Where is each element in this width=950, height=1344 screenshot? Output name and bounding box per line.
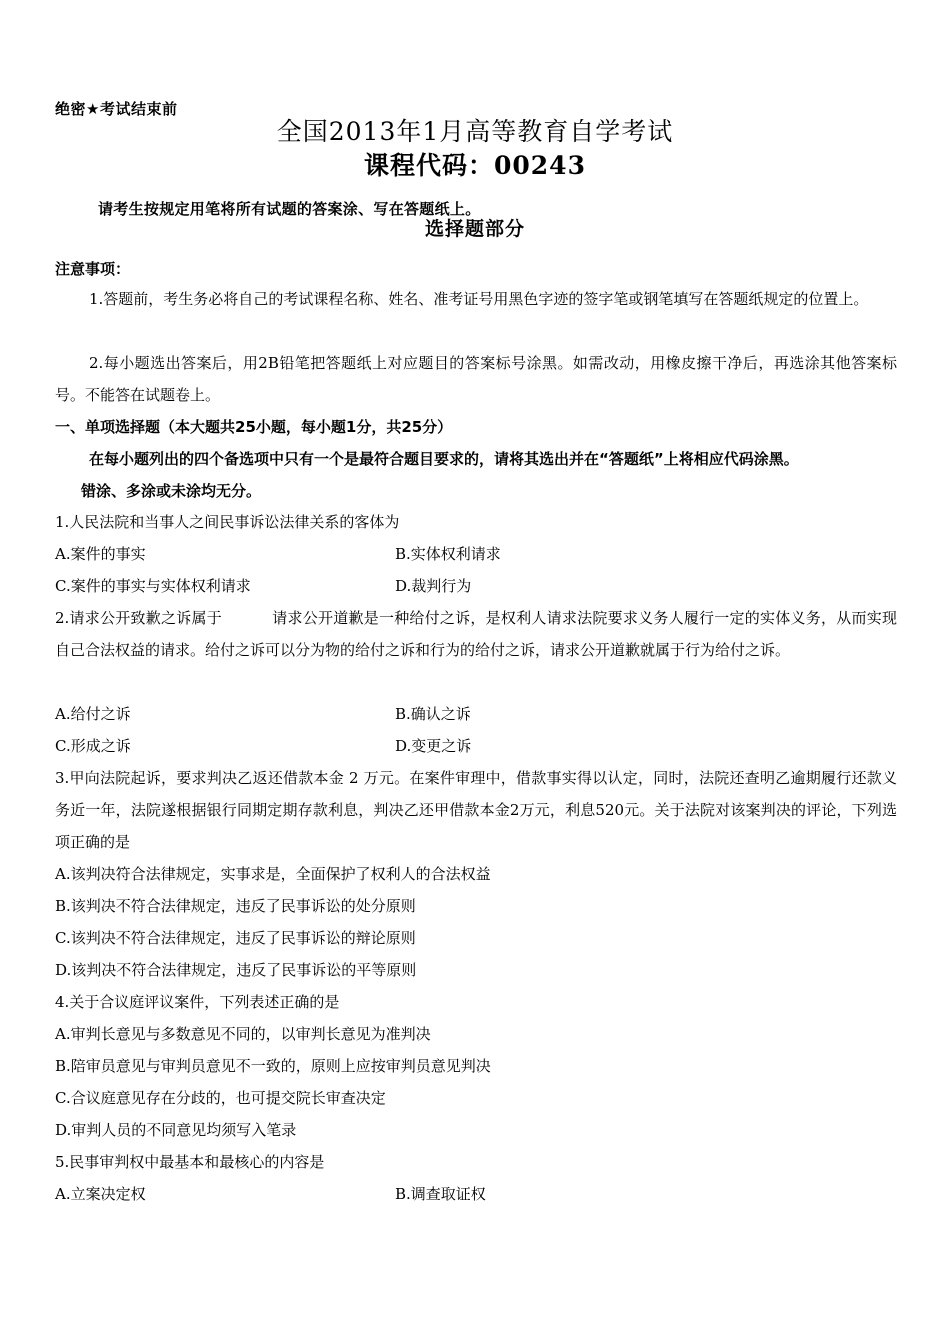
- q2-option-d: D.变更之诉: [395, 737, 472, 755]
- part1-instruction-1: 在每小题列出的四个备选项中只有一个是最符合题目要求的，请将其选出并在“答题纸”上将相应代码涂黑。: [89, 450, 799, 468]
- q1-option-d: D.裁判行为: [395, 577, 472, 595]
- q1-option-a: A.案件的事实: [55, 545, 146, 563]
- answer-notice: 请考生按规定用笔将所有试题的答案涂、写在答题纸上。: [98, 200, 481, 218]
- q3-option-c: C.该判决不符合法律规定，违反了民事诉讼的辩论原则: [55, 929, 416, 947]
- notes-item-1: 1.答题前，考生务必将自己的考试课程名称、姓名、准考证号用黑色字迹的签字笔或钢笔填写在答题纸规定的位置上。: [89, 290, 869, 308]
- q3-option-a: A.该判决符合法律规定，实事求是，全面保护了权利人的合法权益: [55, 865, 491, 883]
- q3-option-d: D.该判决不符合法律规定，违反了民事诉讼的平等原则: [55, 961, 417, 979]
- q2-stem: [55, 602, 897, 666]
- q4-stem: 4.关于合议庭评议案件，下列表述正确的是: [55, 993, 340, 1011]
- q5-option-a: A.立案决定权: [55, 1185, 146, 1203]
- q5-stem: 5.民事审判权中最基本和最核心的内容是: [55, 1153, 325, 1171]
- q2-option-b: B.确认之诉: [395, 705, 471, 723]
- q4-option-b: B.陪审员意见与审判员意见不一致的，原则上应按审判员意见判决: [55, 1057, 491, 1075]
- exam-title: 全国2013年1月高等教育自学考试: [276, 117, 674, 146]
- q5-option-b: B.调查取证权: [395, 1185, 486, 1203]
- section-title: 选择题部分: [424, 218, 525, 240]
- q3-stem: 3.甲向法院起诉，要求判决乙返还借款本金 2 万元。在案件审理中，借款事实得以认定，同时，法院还查明乙逾期履行还款义务近一年，法院遂根据银行同期定期存款利息，判决乙还甲借款本金2万元，利息520元。关于法院对该案判决的评论，下列选项正确的是: [55, 769, 897, 851]
- q4-option-a: A.审判长意见与多数意见不同的，以审判长意见为准判决: [55, 1025, 431, 1043]
- q3-option-b: B.该判决不符合法律规定，违反了民事诉讼的处分原则: [55, 897, 416, 915]
- q1-option-c: C.案件的事实与实体权利请求: [55, 577, 251, 595]
- notes-item-2: 2.每小题选出答案后，用2B铅笔把答题纸上对应题目的答案标号涂黑。如需改动，用橡皮擦干净后，再选涂其他答案标号。不能答在试题卷上。: [55, 354, 897, 404]
- q2-option-a: A.给付之诉: [55, 705, 131, 723]
- course-code: 课程代码：00243: [364, 151, 586, 180]
- q4-option-c: C.合议庭意见存在分歧的，也可提交院长审查决定: [55, 1089, 386, 1107]
- q2-stem-start: 2.请求公开致歉之诉属于: [55, 609, 222, 627]
- q4-option-d: D.审判人员的不同意见均须写入笔录: [55, 1121, 297, 1139]
- q1-stem: 1.人民法院和当事人之间民事诉讼法律关系的客体为: [55, 513, 400, 531]
- q2-option-c: C.形成之诉: [55, 737, 131, 755]
- q1-option-b: B.实体权利请求: [395, 545, 501, 563]
- confidential-label: 绝密★考试结束前: [55, 100, 178, 118]
- part1-heading: 一、单项选择题（本大题共25小题，每小题1分，共25分）: [55, 418, 453, 436]
- part1-instruction-2: 错涂、多涂或未涂均无分。: [81, 482, 262, 500]
- q2-stem-rest: 请求公开道歉是一种给付之诉，是权利人请求法院要求义务人履行一定的实体义务，从而实现自己合法权益的请求。给付之诉可以分为物的给付之诉和行为的给付之诉，请求公开道歉就属于行为给付之诉。: [55, 609, 897, 659]
- notes-heading: 注意事项：: [55, 260, 131, 278]
